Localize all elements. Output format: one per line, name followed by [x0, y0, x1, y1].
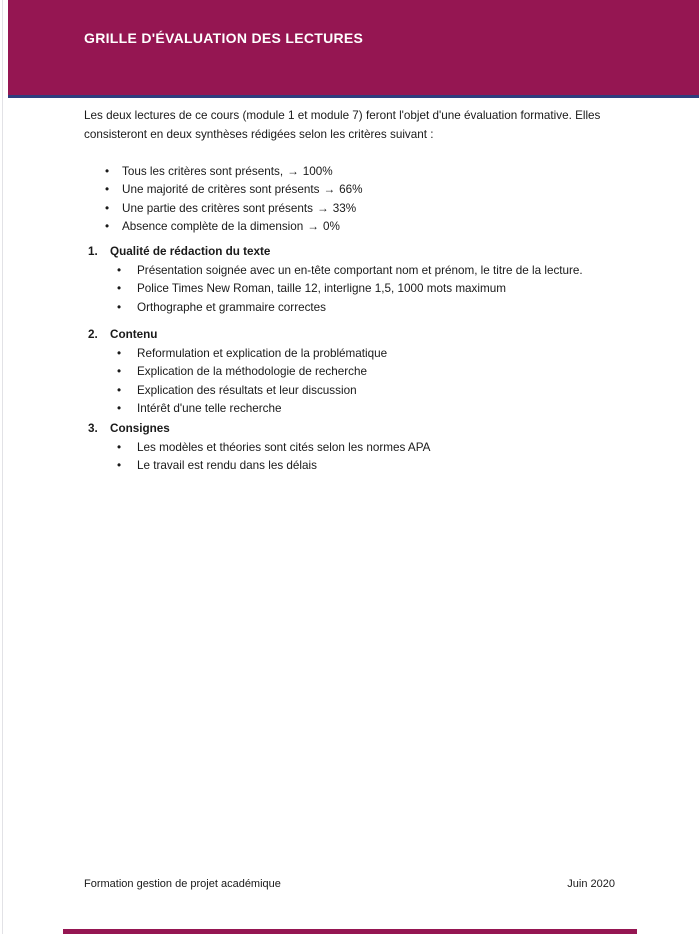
list-item [88, 280, 648, 299]
list-item-text: Les modèles et théories sont cités selon les normes APA [137, 440, 431, 454]
bullet-icon: • [117, 282, 122, 296]
list-item [88, 457, 648, 476]
arrow-right-icon: → [323, 183, 336, 197]
bullet-icon: • [117, 440, 122, 454]
scale-label: Tous les critères sont présents, [122, 165, 284, 178]
page-footer [84, 878, 615, 890]
list-item-text: Explication de la méthodologie de recherche [137, 365, 368, 379]
scale-value: 33% [332, 201, 357, 215]
scale-label: Absence complète de la dimension [122, 220, 304, 234]
bullet-icon: • [117, 459, 122, 473]
list-item [88, 299, 648, 318]
scale-text [122, 163, 333, 181]
bullet-icon: • [117, 365, 122, 379]
scale-text [122, 218, 340, 236]
list-item [88, 439, 648, 458]
arrow-right-icon: → [307, 220, 319, 234]
section-title: Consignes [110, 422, 170, 435]
footer-date: Juin 2020 [567, 878, 615, 890]
next-page-header-strip [63, 929, 637, 934]
list-item [88, 262, 648, 281]
bullet-icon: • [105, 183, 110, 197]
scale-value: 66% [339, 183, 363, 197]
scale-item [105, 200, 363, 218]
scale-item [105, 181, 363, 199]
section-heading [88, 243, 648, 262]
document-title: GRILLE D'ÉVALUATION DES LECTURES [84, 30, 364, 46]
document-header-band [8, 0, 699, 98]
bullet-icon: • [105, 201, 110, 215]
section-heading [88, 420, 648, 439]
arrow-right-icon: → [287, 165, 299, 178]
footer-course-name: Formation gestion de projet académique [84, 878, 281, 890]
section-number: 3. [88, 422, 98, 435]
section-qualite-redaction [88, 243, 648, 317]
scale-text [122, 200, 356, 218]
section-item-list [88, 262, 648, 318]
criteria-scale-list [105, 163, 363, 237]
bullet-icon: • [117, 383, 122, 397]
list-item [88, 363, 648, 382]
list-item-text: Orthographe et grammaire correctes [137, 300, 327, 314]
list-item-text: Intérêt d'une telle recherche [137, 402, 282, 416]
bullet-icon: • [117, 300, 122, 314]
list-item [88, 382, 648, 401]
scale-label: Une majorité de critères sont présents [122, 183, 320, 197]
section-title: Contenu [110, 328, 158, 341]
section-heading [88, 326, 648, 345]
list-item-text: Explication des résultats et leur discussion [137, 383, 357, 397]
list-item-text: Présentation soignée avec un en-tête comportant nom et prénom, le titre de la lecture. [137, 263, 583, 277]
intro-paragraph: Les deux lectures de ce cours (module 1 et module 7) feront l'objet d'une évaluation formative. Elles consisteront en deux synthèses rédigées selon les critères suivant : [84, 109, 601, 141]
scale-value: 0% [322, 220, 340, 234]
scale-item [105, 218, 363, 236]
section-item-list [88, 345, 648, 419]
section-title: Qualité de rédaction du texte [110, 245, 271, 258]
list-item [88, 400, 648, 419]
list-item [88, 345, 648, 364]
scale-text [122, 181, 363, 199]
bullet-icon: • [105, 220, 110, 234]
scale-item [105, 163, 363, 181]
section-number: 2. [88, 328, 98, 341]
section-item-list [88, 439, 648, 476]
bullet-icon: • [117, 263, 122, 277]
bullet-icon: • [117, 346, 122, 360]
list-item-text: Reformulation et explication de la problématique [137, 346, 388, 360]
arrow-right-icon: → [317, 201, 329, 215]
section-consignes [88, 420, 648, 476]
list-item-text: Le travail est rendu dans les délais [137, 459, 317, 473]
list-item-text: Police Times New Roman, taille 12, interligne 1,5, 1000 mots maximum [137, 282, 506, 296]
section-number: 1. [88, 245, 98, 258]
bullet-icon: • [117, 402, 122, 416]
page-left-border [2, 0, 3, 934]
section-contenu [88, 326, 648, 419]
scale-label: Une partie des critères sont présents [122, 201, 313, 215]
bullet-icon: • [105, 165, 110, 178]
scale-value: 100% [302, 165, 333, 178]
